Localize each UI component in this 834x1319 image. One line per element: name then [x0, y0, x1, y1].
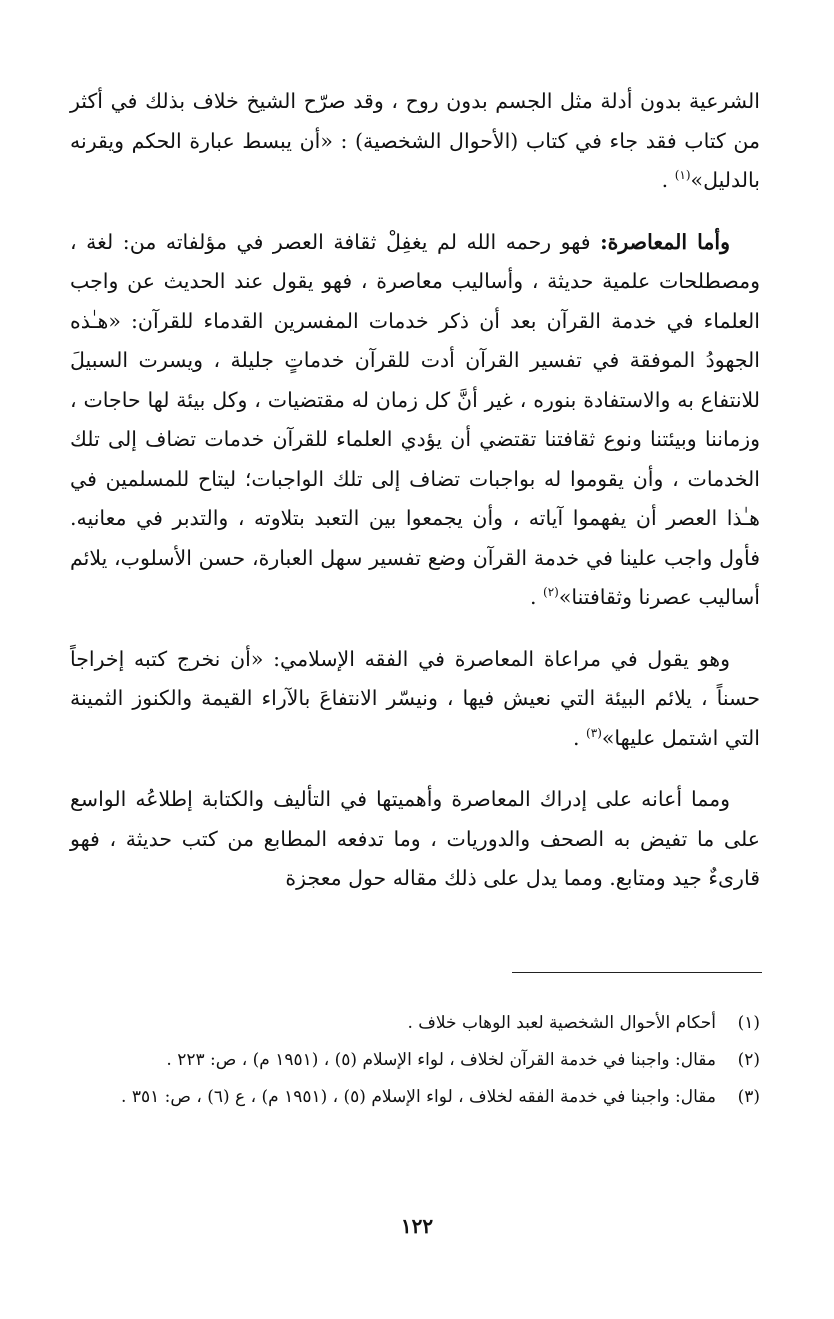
footnote-1 [70, 1008, 760, 1039]
paragraph-3-text: وهو يقول في مراعاة المعاصرة في الفقه الإسلامي: «أن نخرج كتبه إخراجاً حسناً ، يلائم البيئة التي نعيش فيها ، ونيسّر الانتفاعَ بالآراء القيمة والكنوز الثمينة التي اشتمل عليها» [70, 646, 760, 750]
paragraph-3-end: . [573, 725, 587, 750]
paragraph-4-text: ومما أعانه على إدراك المعاصرة وأهميتها في التأليف والكتابة إطلاعُه الواسع على ما تفيض به الصحف والدوريات ، وما تدفعه المطابع من كتب حديثة ، فهو قارىءٌ جيد ومتابع. ومما يدل على ذلك مقاله حول معجزة [70, 787, 760, 890]
paragraph-3 [70, 640, 760, 759]
paragraph-1-text: الشرعية بدون أدلة مثل الجسم بدون روح ، وقد صرّح الشيخ خلاف بذلك في أكثر من كتاب فقد جاء في كتاب (الأحوال الشخصية) : «أن يبسط عبارة الحكم ويقرنه بالدليل» [70, 89, 760, 192]
paragraph-2-end: . [529, 585, 543, 609]
footnote-3-text: مقال: واجبنا في خدمة الفقه لخلاف ، لواء الإسلام (٥) ، (١٩٥١ م) ، ع (٦) ، ص: ٣٥١ . [121, 1087, 716, 1107]
footnote-2-text: مقال: واجبنا في خدمة القرآن لخلاف ، لواء الإسلام (٥) ، (١٩٥١ م) ، ص: ٢٢٣ . [166, 1050, 716, 1070]
page-body [70, 82, 760, 899]
footnote-2-number: (٢) [737, 1050, 760, 1070]
footnote-3 [70, 1082, 760, 1113]
footnote-divider [512, 972, 762, 973]
paragraph-2-lead: وأما المعاصرة: [600, 229, 730, 254]
footnote-ref-1: (١) [674, 168, 691, 183]
footnote-3-number: (٣) [737, 1087, 760, 1107]
paragraph-1 [70, 82, 760, 201]
paragraph-1-end: . [661, 168, 675, 192]
paragraph-2 [70, 223, 760, 618]
footnote-2 [70, 1045, 760, 1076]
footnotes [70, 1008, 760, 1119]
footnote-ref-3: (٣) [586, 725, 602, 740]
footnote-1-text: أحكام الأحوال الشخصية لعبد الوهاب خلاف . [407, 1013, 716, 1033]
footnote-ref-2: (٢) [543, 585, 559, 600]
footnote-1-number: (١) [737, 1013, 760, 1033]
paragraph-2-text: فهو رحمه الله لم يغفِلْ ثقافة العصر في مؤلفاته من: لغة ، ومصطلحات علمية حديثة ، وأساليب معاصرة ، فهو يقول عند الحديث عن واجب العلماء في خدمة القرآن بعد أن ذكر خدمات المفسرين القدماء للقرآن: «هـٰذه الجهودُ الموفقة في تفسير القرآن أدت للقرآن خدماتٍ جليلة ، ويسرت السبيلَ للانتفاع به والاستفادة بنوره ، غير أنَّ كل زمان له مقتضيات ، وكل بيئة لها حاجات ، وزماننا وبيئتنا ونوع ثقافتنا تقتضي أن يؤدي العلماء للقرآن خدمات تضاف إلى تلك الخدمات ، وأن يقوموا له بواجبات تضاف إلى تلك الواجبات؛ ليتاح للمسلمين في هـٰذا العصر أن يفهموا آياته ، وأن يجمعوا بين التعبد بتلاوته ، والتدبر في معانيه. فأول واجب علينا في خدمة القرآن وضع تفسير سهل العبارة، حسن الأسلوب، يلائم أساليب عصرنا وثقافتنا» [70, 229, 760, 609]
page-number: ١٢٢ [400, 1214, 434, 1238]
paragraph-4 [70, 780, 760, 899]
